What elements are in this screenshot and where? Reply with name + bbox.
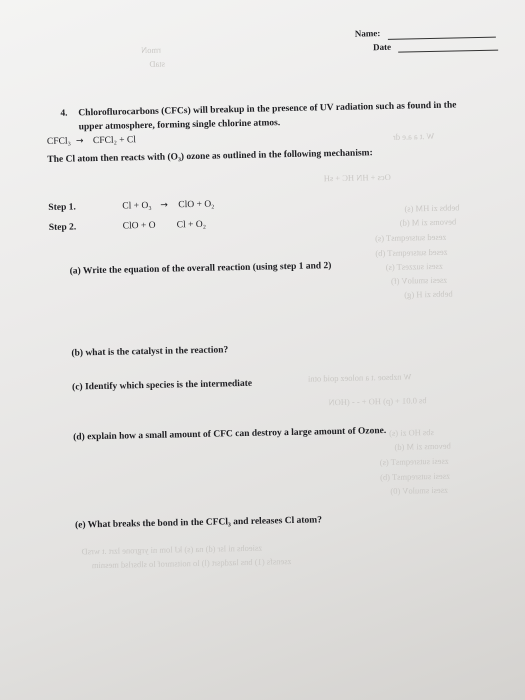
date-line <box>398 50 498 53</box>
mechanism-intro: The Cl atom then reacts with (O₃) ozone as outlined in the following mechanism: <box>47 148 373 166</box>
step1-arrow: → <box>160 200 168 211</box>
step2-label: Step 2. <box>48 222 77 234</box>
bleed-through-text: W .t a a.e dr <box>392 130 435 142</box>
bleed-through-text: zesed sutsreqmsT (b) <box>375 246 448 259</box>
bleed-through-text: staD <box>149 58 166 69</box>
step2-reactants: ClO + O <box>122 220 156 232</box>
step1-label: Step 1. <box>48 202 76 214</box>
cfc-reaction-arrow: → <box>75 136 84 147</box>
part-d-question: (d) explain how a small amount of CFC can destroy a large amount of Ozone. <box>73 426 387 443</box>
bleed-through-text: zsesi suzzesT (s) <box>385 260 443 272</box>
step1-reactants: Cl + O₃ <box>122 200 152 212</box>
step1-products: ClO + O₂ <box>178 199 215 211</box>
bleed-through-text: bevoms zi M (d) <box>394 440 451 452</box>
question-intro-line2: upper atmosphere, forming single chlorine atmos. <box>78 118 281 133</box>
date-label: Date <box>372 41 392 53</box>
question-intro-line1: Chloroflurocarbons (CFCs) will breakup in the presence of UV radiation such as found in the <box>78 100 457 119</box>
bleed-through-text: W nzbsoe .t a noloez qoid otni <box>307 371 412 384</box>
bleed-through-text: zesed sutsreqmsT (s) <box>374 231 447 244</box>
bleed-through-text: zsensfs (1) bns lazdqsrt (l) lo noitsmrof lo slbsrlsd mesnim <box>91 556 292 571</box>
bleed-through-text: zsesi smuloV (0) <box>390 484 448 496</box>
question-number: 4. <box>60 108 68 119</box>
bleed-through-text: zsieohs ni lsr (d) na (s) kJ lom ni yrgrone lzrt .t wrsD <box>81 542 263 557</box>
part-a-question: (a) Write the equation of the overall reaction (using step 1 and 2) <box>69 261 332 277</box>
bleed-through-text: rmoN <box>140 44 162 56</box>
name-line <box>388 37 496 40</box>
cfc-reaction-products: CFCl₂ + Cl <box>92 135 137 147</box>
bleed-through-text: zsesi smuloV (f) <box>390 274 448 286</box>
bleed-through-text: zsesi sutsreqmsT (b) <box>379 470 450 483</box>
part-b-question: (b) what is the catalyst in the reaction? <box>71 345 229 359</box>
bleed-through-text: sbs HO zi (s) <box>389 427 434 438</box>
bleed-through-text: bs 0.01 + (p) HO + - - (HON <box>328 395 427 408</box>
name-label: Name: <box>354 28 381 39</box>
bleed-through-text: bebbs zi HM (s) <box>404 202 460 214</box>
bleed-through-text: bebbs zi H (g) <box>404 288 453 300</box>
step2-products: Cl + O₂ <box>176 219 207 231</box>
cfc-reaction-reactant: CFCl₃ <box>46 136 72 148</box>
bleed-through-text: zsesi sutsreqmsT (s) <box>379 455 449 468</box>
part-c-question: (c) Identify which species is the intermediate <box>72 378 253 393</box>
part-e-question: (e) What breaks the bond in the CFCl₃ and releases Cl atom? <box>74 515 323 531</box>
bleed-through-text: bevoms zi M (d) <box>399 216 457 228</box>
bleed-through-text: Ocs + HN HC + sH <box>323 171 391 184</box>
